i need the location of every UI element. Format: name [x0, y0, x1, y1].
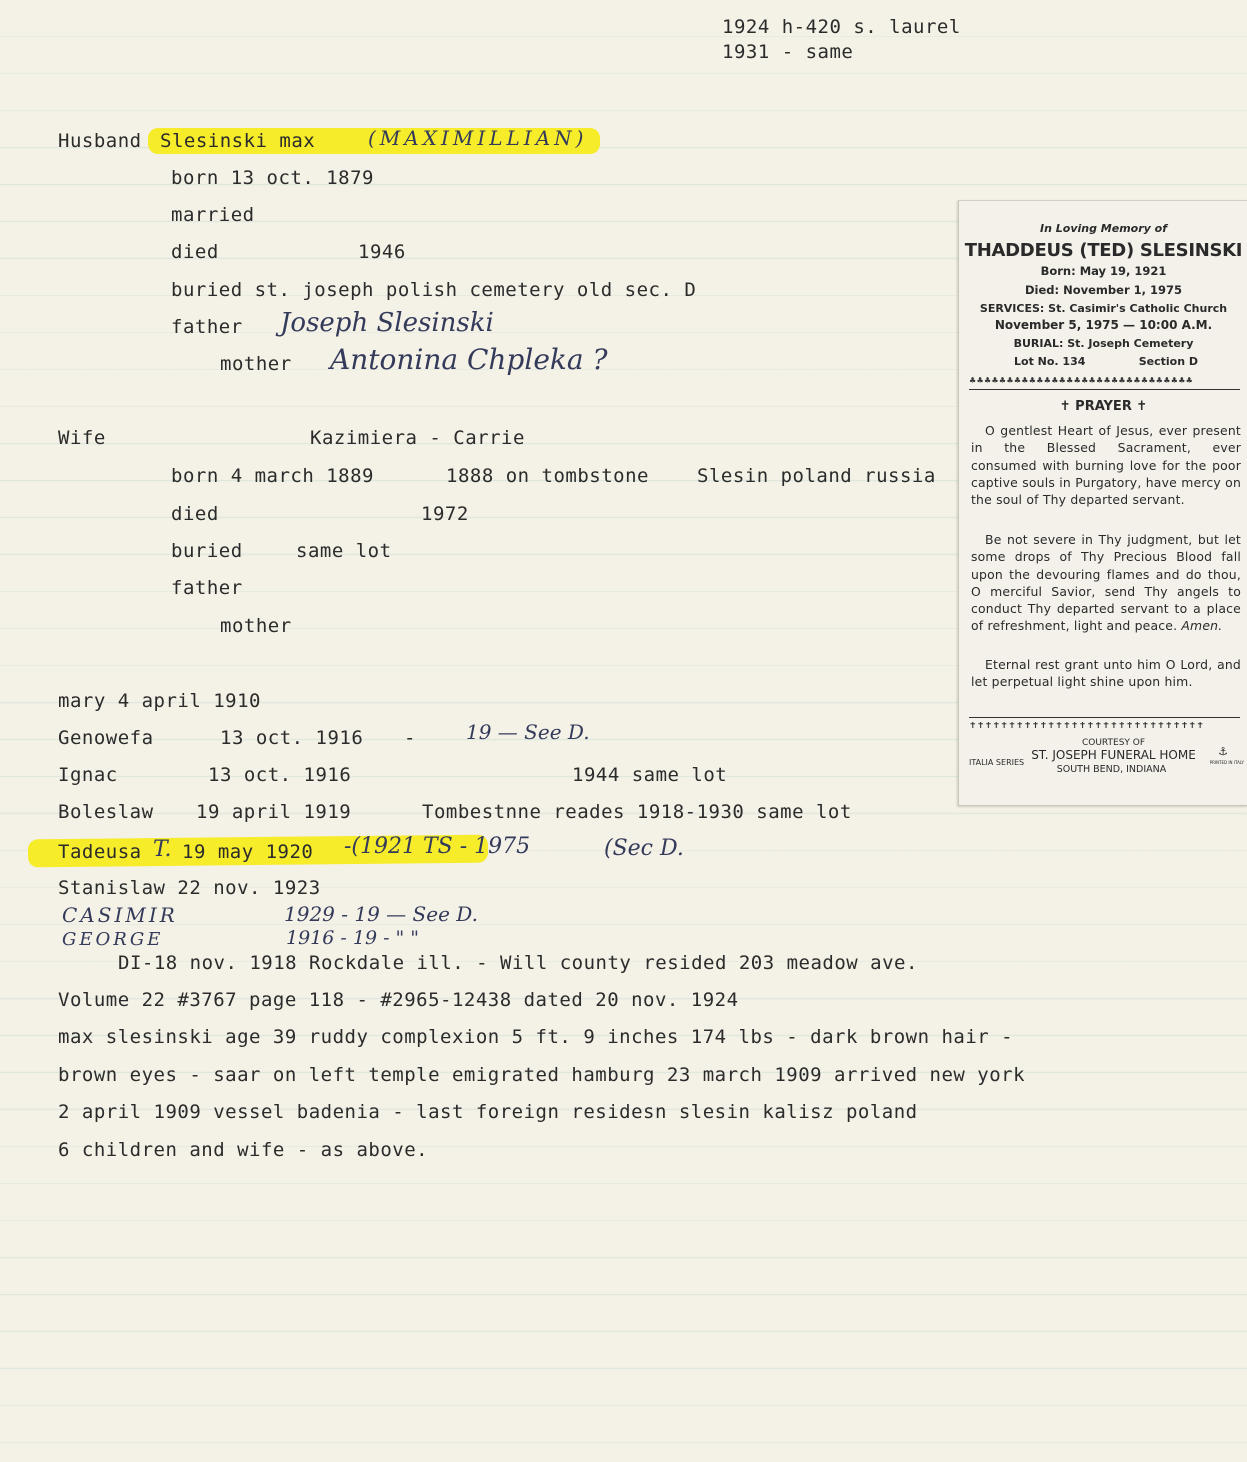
header-address-1924: 1924 h-420 s. laurel — [722, 16, 961, 38]
naturalization-line-6: 6 children and wife - as above. — [58, 1139, 429, 1161]
husband-died-year: 1946 — [358, 241, 406, 263]
card-burial: BURIAL: St. Joseph Cemetery — [1013, 337, 1194, 350]
wife-name: Kazimiera - Carrie — [310, 427, 525, 449]
wife-tombstone: 1888 on tombstone — [446, 465, 649, 487]
card-courtesy: COURTESY OF — [1081, 738, 1146, 748]
husband-name-note: (MAXIMILLIAN) — [368, 126, 588, 150]
card-died — [959, 285, 1247, 297]
card-lot-row — [1014, 356, 1198, 367]
husband-mother-name: Antonina Chpleka ? — [330, 343, 608, 376]
child-genowefa-dash: - — [404, 727, 416, 749]
child-boleslaw-note: Tombestnne reades 1918-1930 same lot — [422, 801, 852, 823]
wife-buried-value: same lot — [296, 540, 392, 562]
card-name: THADDEUS (TED) SLESINSKI — [964, 240, 1243, 261]
anchor-icon: ⚓ — [1218, 745, 1228, 758]
child-george-name: GEORGE — [62, 929, 164, 950]
wife-born: born 4 march 1889 — [171, 465, 374, 487]
child-genowefa-date: 13 oct. 1916 — [220, 727, 364, 749]
husband-father-name: Joseph Slesinski — [280, 308, 494, 338]
child-stanislaw: Stanislaw 22 nov. 1923 — [58, 877, 321, 899]
husband-born: born 13 oct. 1879 — [171, 167, 374, 189]
naturalization-line-5: 2 april 1909 vessel badenia - last foreign residesn slesin kalisz poland — [58, 1101, 918, 1123]
child-ignac-note: 1944 same lot — [572, 764, 728, 786]
naturalization-line-4: brown eyes - saar on left temple emigrated hamburg 23 march 1909 arrived new york — [58, 1064, 1026, 1086]
child-genowefa-note: 19 — See D. — [466, 720, 590, 744]
husband-married: married — [171, 204, 255, 226]
child-tadeusa-note: -(1921 TS - 1975 — [344, 834, 531, 859]
naturalization-line-3: max slesinski age 39 ruddy complexion 5 ft. 9 inches 174 lbs - dark brown hair - — [58, 1026, 1014, 1048]
card-prayer-p3 — [971, 656, 1241, 691]
card-born-value: May 19, 1921 — [1079, 264, 1167, 278]
card-series: ITALIA SERIES — [969, 758, 1025, 767]
wife-father-label: father — [171, 577, 243, 599]
card-lot: Lot No. 134 — [1014, 355, 1086, 368]
card-city: SOUTH BEND, INDIANA — [1056, 764, 1167, 775]
card-funeral-home: ST. JOSEPH FUNERAL HOME — [1031, 748, 1196, 762]
child-casimir-note: 1929 - 19 — See D. — [284, 902, 478, 926]
header-address-1931: 1931 - same — [722, 41, 854, 63]
child-george-note: 1916 - 19 - " " — [286, 927, 420, 949]
child-ignac-name: Ignac — [58, 764, 118, 786]
card-rule-top — [969, 389, 1240, 390]
wife-died-year: 1972 — [421, 503, 469, 525]
card-prayer-amen: Amen. — [1181, 618, 1223, 634]
card-died-value: November 1, 1975 — [1063, 283, 1183, 297]
child-boleslaw-name: Boleslaw — [58, 801, 154, 823]
naturalization-line-1: DI-18 nov. 1918 Rockdale ill. - Will county resided 203 meadow ave. — [118, 952, 918, 974]
child-ignac-date: 13 oct. 1916 — [208, 764, 352, 786]
card-prayer-p3-text: Eternal rest grant unto him O Lord, and let perpetual light shine upon him. — [971, 657, 1241, 690]
child-genowefa-name: Genowefa — [58, 727, 154, 749]
wife-buried-label: buried — [171, 540, 243, 562]
memorial-card — [958, 200, 1247, 806]
husband-label: Husband — [58, 130, 142, 152]
card-born — [959, 266, 1247, 278]
card-born-label: Born: — [1040, 264, 1076, 278]
card-prayer-title: ✝ PRAYER ✝ — [1059, 399, 1148, 414]
wife-origin: Slesin poland russia — [697, 465, 936, 487]
card-prayer-p1-text: O gentlest Heart of Jesus, ever present in the Blessed Sacrament, ever consumed with burning love for the poor captive souls in Purgatory, have mercy on the soul of Thy departed servant. — [971, 423, 1241, 508]
child-mary: mary 4 april 1910 — [58, 690, 261, 712]
wife-died-label: died — [171, 503, 219, 525]
wife-mother-label: mother — [220, 615, 292, 637]
card-rule-bottom — [969, 717, 1240, 718]
card-prayer-p1 — [971, 422, 1241, 508]
husband-died-label: died — [171, 241, 219, 263]
child-tadeusa-initial: T. — [153, 837, 172, 862]
card-services-1: SERVICES: St. Casimir's Catholic Church — [979, 302, 1228, 315]
husband-buried: buried st. joseph polish cemetery old sec. D — [171, 279, 697, 301]
naturalization-line-2: Volume 22 #3767 page 118 - #2965-12438 dated 20 nov. 1924 — [58, 989, 739, 1011]
card-in-memory: In Loving Memory of — [1040, 222, 1167, 235]
child-tadeusa-date: 19 may 1920 — [182, 841, 314, 863]
child-casimir-name: CASIMIR — [62, 903, 178, 927]
child-boleslaw-date: 19 april 1919 — [196, 801, 352, 823]
card-ornament-top: ♣♣♣♣♣♣♣♣♣♣♣♣♣♣♣♣♣♣♣♣♣♣♣♣♣♣♣♣♣♣ — [969, 377, 1194, 385]
child-tadeusa-section: (Sec D. — [604, 836, 684, 861]
husband-name: Slesinski max — [160, 130, 316, 152]
card-died-label: Died: — [1024, 283, 1060, 297]
card-prayer-p2 — [971, 531, 1241, 635]
card-ornament-bottom: ✝✝✝✝✝✝✝✝✝✝✝✝✝✝✝✝✝✝✝✝✝✝✝✝✝✝✝✝✝✝ — [969, 722, 1205, 731]
wife-label: Wife — [58, 427, 106, 449]
card-printed: PRINTED IN ITALY — [1209, 760, 1244, 765]
card-services-2: November 5, 1975 — 10:00 A.M. — [994, 318, 1213, 332]
card-prayer-p2-text: Be not severe in Thy judgment, but let some drops of Thy Precious Blood fall upon the devouring flames and do thou, O merciful Savior, send Thy angels to conduct Thy departed servant to a place of refreshment, light and peace. — [971, 532, 1241, 634]
husband-father-label: father — [171, 316, 243, 338]
child-tadeusa-name: Tadeusa — [58, 841, 142, 863]
husband-mother-label: mother — [220, 353, 292, 375]
card-section: Section D — [1138, 355, 1198, 368]
